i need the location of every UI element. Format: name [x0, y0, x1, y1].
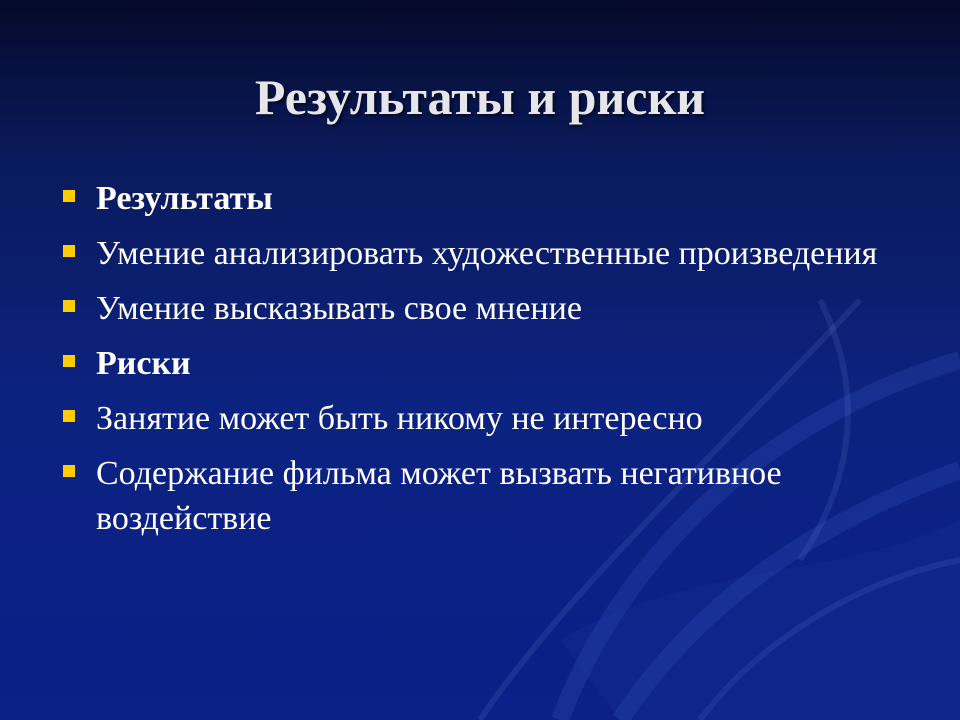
bullet-item — [60, 451, 920, 541]
bullet-text: Умение анализировать художественные произведения — [96, 235, 878, 272]
bullet-item — [60, 176, 920, 221]
square-bullet-icon — [63, 355, 75, 367]
square-bullet-icon — [63, 410, 75, 422]
bullet-item — [60, 231, 920, 276]
bullet-item — [60, 341, 920, 386]
bullet-text: Риски — [96, 345, 191, 382]
square-bullet-icon — [63, 245, 75, 257]
bullet-text: Содержание фильма может вызвать негативное воздействие — [96, 455, 782, 537]
slide-title: Результаты и риски — [254, 69, 706, 125]
bullet-list — [60, 176, 920, 551]
bullet-item — [60, 396, 920, 441]
bullet-text: Результаты — [96, 180, 273, 217]
bullet-text: Занятие может быть никому не интересно — [96, 400, 703, 437]
square-bullet-icon — [63, 465, 75, 477]
bullet-text: Умение высказывать свое мнение — [96, 290, 582, 327]
square-bullet-icon — [63, 300, 75, 312]
square-bullet-icon — [63, 190, 75, 202]
bullet-item — [60, 286, 920, 331]
